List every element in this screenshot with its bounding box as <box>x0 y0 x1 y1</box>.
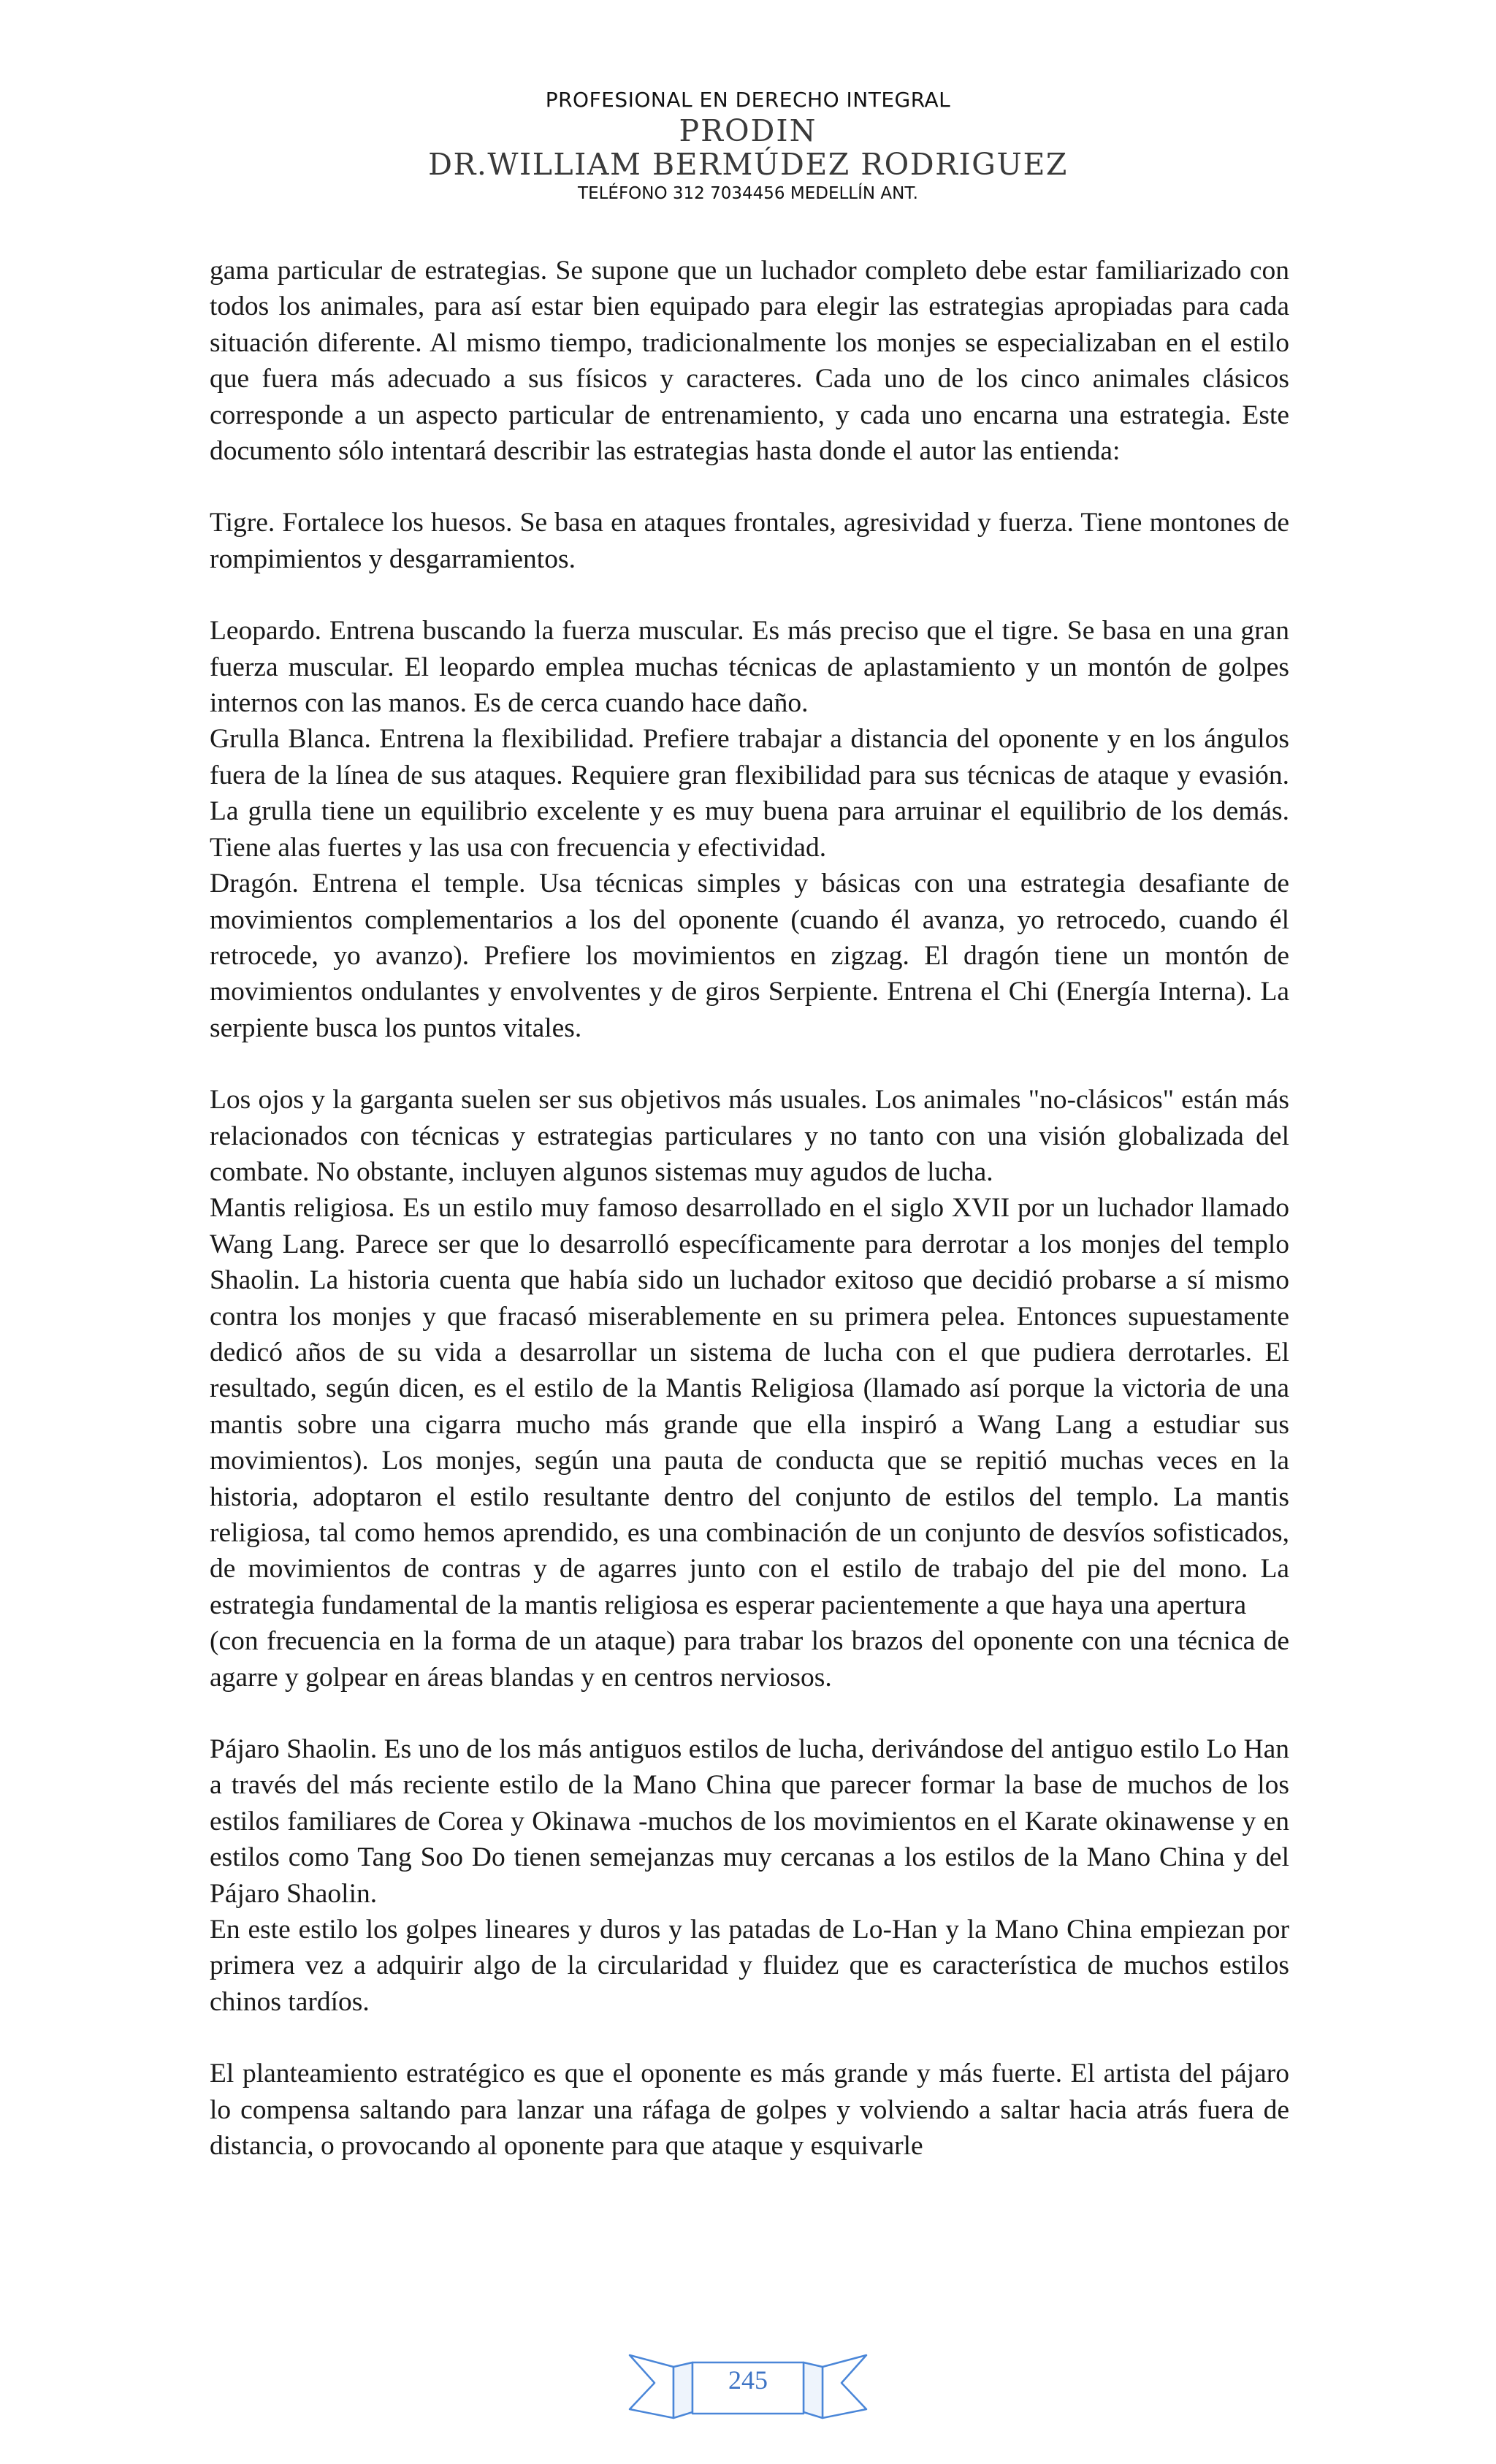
paragraph: Dragón. Entrena el temple. Usa técnicas simples y básicas con una estrategia desafiante de movimientos complementarios a los del oponente (cuando él avanza, yo retrocedo, cuando él retrocede, yo avanzo). Prefiere los movimientos en zigzag. El dragón tiene un montón de movimientos ondulantes y envolventes y de giros Serpiente. Entrena el Chi (Energía Interna). La serpiente busca los puntos vitales. <box>210 869 1289 1043</box>
paragraph: gama particular de estrategias. Se supone que un luchador completo debe estar familiarizado con todos los animales, para así estar bien equipado para elegir las estrategias apropiadas para cada situación diferente. Al mismo tiempo, tradicionalmente los monjes se especializaban en el estilo que fuera más adecuado a sus físicos y caracteres. Cada uno de los cinco animales clásicos corresponde a un aspecto particular de entrenamiento, y cada uno encarna una estrategia. Este documento sólo intentará describir las estrategias hasta donde el autor las entienda: <box>210 256 1289 467</box>
paragraph: Pájaro Shaolin. Es uno de los más antiguos estilos de lucha, derivándose del antiguo estilo Lo Han a través del más reciente estilo de la Mano China que parecer formar la base de muchos de los estilos familiares de Corea y Okinawa -muchos de los movimientos en el Karate okinawense y en estilos como Tang Soo Do tienen semejanzas muy cercanas a los estilos de la Mano China y del Pájaro Shaolin. <box>210 1734 1289 1909</box>
paragraph: Tigre. Fortalece los huesos. Se basa en ataques frontales, agresividad y fuerza. Tiene montones de rompimientos y desgarramientos. <box>210 508 1289 574</box>
page-header <box>0 86 1496 206</box>
header-firm-acronym: PRODIN <box>679 113 817 148</box>
paragraph: Leopardo. Entrena buscando la fuerza muscular. Es más preciso que el tigre. Se basa en una gran fuerza muscular. El leopardo emplea muchas técnicas de aplastamiento y un montón de golpes internos con las manos. Es de cerca cuando hace daño. <box>210 616 1289 719</box>
paragraph: Los ojos y la garganta suelen ser sus objetivos más usuales. Los animales "no-clásicos" están más relacionados con técnicas y estrategias particulares y no tanto con una visión globalizada del combate. No obstante, incluyen algunos sistemas muy agudos de lucha. <box>210 1085 1289 1187</box>
header-author-name: DR.WILLIAM BERMÚDEZ RODRIGUEZ <box>428 147 1068 182</box>
paragraph: Mantis religiosa. Es un estilo muy famoso desarrollado en el siglo XVII por un luchador llamado Wang Lang. Parece ser que lo desarrolló específicamente para derrotar a los monjes del templo Shaolin. La historia cuenta que había sido un luchador exitoso que decidió probarse a sí mismo contra los monjes y que fracasó miserablemente en su primera pelea. Entonces supuestamente dedicó años de su vida a desarrollar un sistema de lucha con el que pudiera derrotarles. El resultado, según dicen, es el estilo de la Mantis Religiosa (llamado así porque la victoria de una mantis sobre una cigarra mucho más grande que ella inspiró a Wang Lang a estudiar sus movimientos). Los monjes, según una pauta de conducta que se repitió muchas veces en la historia, adoptaron el estilo resultante dentro del conjunto de estilos del templo. La mantis religiosa, tal como hemos aprendido, es una combinación de un conjunto de desvíos sofisticados, de movimientos de contras y de agarres junto con el estilo de trabajo del pie del mono. La estrategia fundamental de la mantis religiosa es esperar pacientemente a que haya una apertura <box>210 1193 1289 1620</box>
paragraph: Grulla Blanca. Entrena la flexibilidad. Prefiere trabajar a distancia del oponente y en los ángulos fuera de la línea de sus ataques. Requiere gran flexibilidad para sus técnicas de ataque y evasión. La grulla tiene un equilibrio excelente y es muy buena para arruinar el equilibrio de los demás. Tiene alas fuertes y las usa con frecuencia y efectividad. <box>210 724 1289 863</box>
paragraph: En este estilo los golpes lineares y duros y las patadas de Lo-Han y la Mano China empiezan por primera vez a adquirir algo de la circularidad y fluidez que es característica de muchos estilos chinos tardíos. <box>210 1915 1289 2017</box>
page-number: 245 <box>728 2365 768 2395</box>
paragraph: (con frecuencia en la forma de un ataque) para trabar los brazos del oponente con una técnica de agarre y golpear en áreas blandas y en centros nerviosos. <box>210 1626 1289 1693</box>
header-firm-name: PROFESIONAL EN DERECHO INTEGRAL <box>545 88 951 112</box>
body-text <box>210 253 1289 2164</box>
paragraph: El planteamiento estratégico es que el oponente es más grande y más fuerte. El artista del pájaro lo compensa saltando para lanzar una ráfaga de golpes y volviendo a saltar hacia atrás fuera de distancia, o provocando al oponente para que ataque y esquivarle <box>210 2059 1289 2162</box>
header-contact: TELÉFONO 312 7034456 MEDELLÍN ANT. <box>578 184 918 203</box>
